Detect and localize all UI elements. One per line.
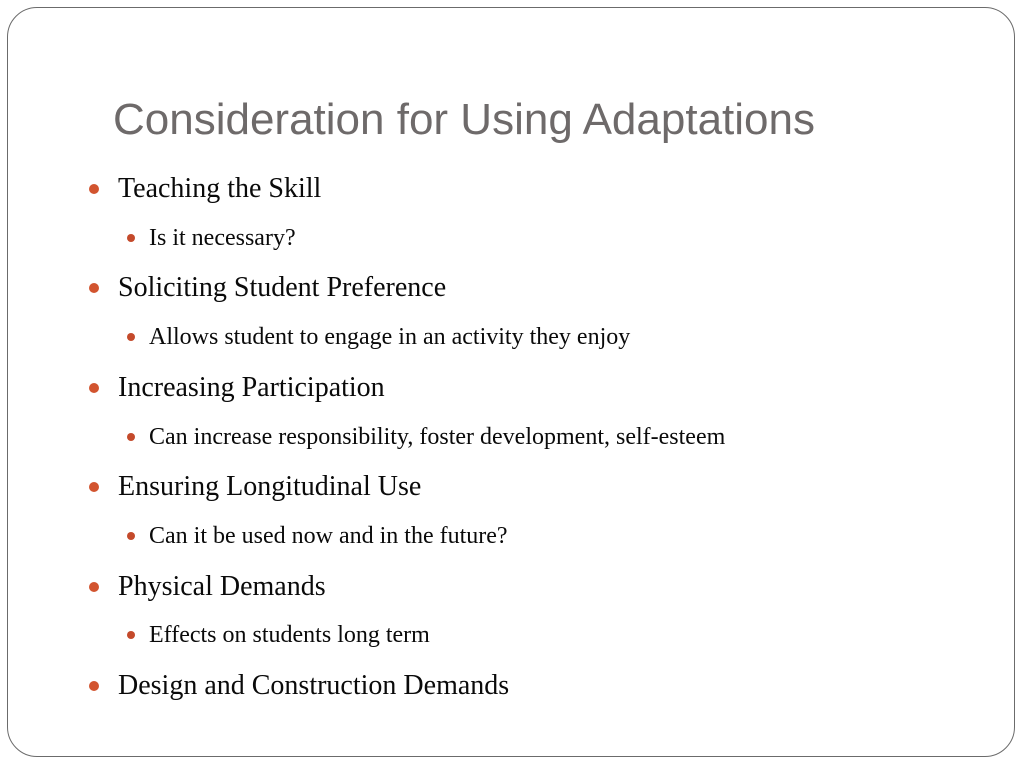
slide-title: Consideration for Using Adaptations bbox=[113, 95, 815, 144]
sub-bullet-text: Allows student to engage in an activity they enjoy bbox=[149, 324, 631, 350]
sub-bullet-item bbox=[149, 322, 630, 352]
bullet-text: Soliciting Student Preference bbox=[118, 272, 447, 303]
bullet-dot-icon bbox=[89, 184, 99, 194]
sub-bullet-dot-icon bbox=[127, 234, 135, 242]
bullet-item-soliciting-student-preference bbox=[118, 271, 446, 305]
sub-bullet-text: Is it necessary? bbox=[149, 225, 296, 251]
sub-bullet-item bbox=[149, 422, 725, 452]
bullet-dot-icon bbox=[89, 482, 99, 492]
bullet-dot-icon bbox=[89, 681, 99, 691]
bullet-dot-icon bbox=[89, 283, 99, 293]
bullet-item-physical-demands bbox=[118, 570, 326, 604]
bullet-dot-icon bbox=[89, 582, 99, 592]
sub-bullet-text: Can increase responsibility, foster development, self-esteem bbox=[149, 424, 726, 450]
bullet-item-design-and-construction-demands bbox=[118, 669, 509, 703]
sub-bullet-item bbox=[149, 620, 430, 650]
bullet-item-ensuring-longitudinal-use bbox=[118, 470, 421, 504]
sub-bullet-item bbox=[149, 223, 296, 253]
sub-bullet-text: Can it be used now and in the future? bbox=[149, 523, 508, 549]
bullet-text: Increasing Participation bbox=[118, 372, 385, 403]
sub-bullet-text: Effects on students long term bbox=[149, 622, 430, 648]
sub-bullet-item bbox=[149, 521, 508, 551]
bullet-text: Teaching the Skill bbox=[118, 173, 322, 204]
bullet-item-teaching-the-skill bbox=[118, 172, 321, 206]
bullet-dot-icon bbox=[89, 383, 99, 393]
bullet-item-increasing-participation bbox=[118, 371, 385, 405]
bullet-text: Physical Demands bbox=[118, 571, 326, 602]
sub-bullet-dot-icon bbox=[127, 631, 135, 639]
sub-bullet-dot-icon bbox=[127, 532, 135, 540]
sub-bullet-dot-icon bbox=[127, 333, 135, 341]
bullet-text: Ensuring Longitudinal Use bbox=[118, 471, 422, 502]
bullet-text: Design and Construction Demands bbox=[118, 670, 510, 701]
sub-bullet-dot-icon bbox=[127, 433, 135, 441]
